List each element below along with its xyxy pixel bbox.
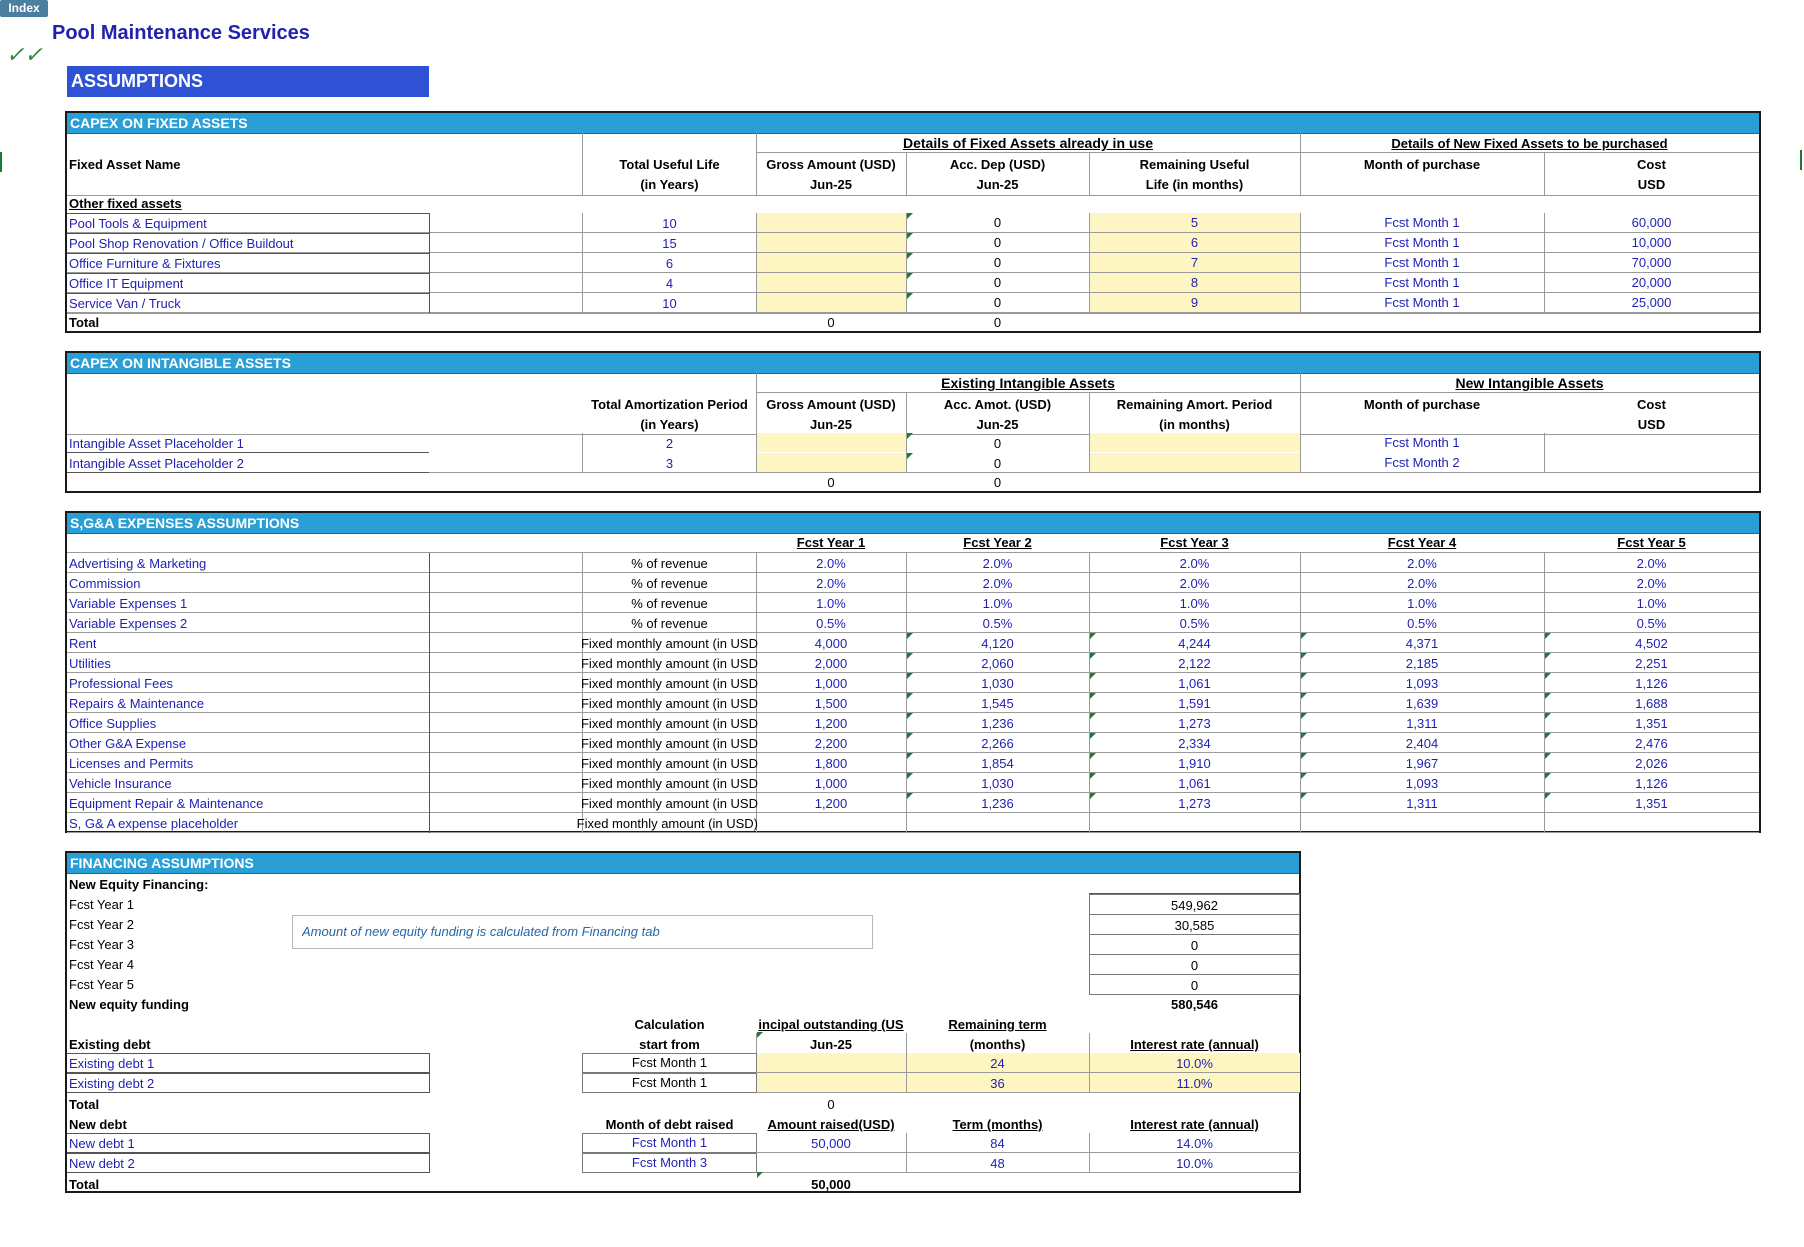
sga-expense-name[interactable]: Repairs & Maintenance bbox=[69, 696, 205, 711]
cost-value[interactable]: 25,000 bbox=[1631, 295, 1672, 310]
cell-border bbox=[756, 253, 757, 273]
sga-value[interactable] bbox=[906, 814, 1089, 833]
cell-border bbox=[756, 213, 757, 233]
sga-value[interactable]: 1,351 bbox=[1635, 796, 1668, 811]
sga-expense-name[interactable]: Vehicle Insurance bbox=[69, 776, 172, 791]
sga-basis: Fixed monthly amount (in USD bbox=[580, 776, 758, 791]
sga-expense-name[interactable]: Rent bbox=[69, 636, 97, 651]
name-cell-border bbox=[429, 273, 430, 293]
gross-amount-header: Gross Amount (USD) bbox=[766, 157, 896, 172]
useful-life-header: Total Useful Life bbox=[619, 157, 720, 172]
forecast-year-header: Fcst Year 1 bbox=[796, 535, 866, 550]
remaining-life-value[interactable]: 9 bbox=[1190, 295, 1199, 310]
interest-rate-value[interactable]: 11.0% bbox=[1176, 1076, 1213, 1091]
sga-value[interactable]: 1,000 bbox=[814, 676, 848, 691]
amortization-period-unit: (in Years) bbox=[640, 417, 699, 432]
equity-note-text: Amount of new equity funding is calculated from Financing tab bbox=[302, 924, 660, 939]
cell-border bbox=[1089, 453, 1090, 473]
name-cell-border bbox=[429, 593, 430, 613]
sga-value[interactable] bbox=[1300, 814, 1544, 833]
purchase-month-header: Month of purchase bbox=[1363, 157, 1481, 172]
sga-value[interactable]: 1,061 bbox=[1178, 776, 1211, 791]
fixed-asset-name[interactable]: Pool Tools & Equipment bbox=[69, 216, 207, 231]
fixed-total-dep: 0 bbox=[993, 315, 1002, 330]
equity-total-label: New equity funding bbox=[69, 997, 189, 1012]
sga-value[interactable]: 2,266 bbox=[981, 736, 1014, 751]
month-raised-value[interactable]: Fcst Month 3 bbox=[631, 1155, 708, 1170]
name-cell-border bbox=[429, 1153, 430, 1173]
sga-value[interactable] bbox=[756, 814, 906, 833]
sga-value[interactable]: 0.5% bbox=[816, 616, 846, 631]
financing-title: FINANCING ASSUMPTIONS bbox=[67, 853, 1299, 873]
name-cell-border bbox=[429, 713, 430, 733]
sga-value[interactable]: 1,545 bbox=[981, 696, 1014, 711]
sga-value[interactable]: 1,967 bbox=[1405, 756, 1439, 771]
sga-value[interactable]: 2.0% bbox=[1636, 576, 1667, 591]
equity-year-value: 549,962 bbox=[1171, 898, 1218, 913]
acc-dep-value: 0 bbox=[993, 295, 1002, 310]
amount-raised-value[interactable] bbox=[756, 1154, 906, 1173]
useful-life-value[interactable]: 4 bbox=[665, 276, 674, 291]
sga-expense-name[interactable]: Professional Fees bbox=[69, 676, 174, 691]
sga-expense-name[interactable]: Utilities bbox=[69, 656, 111, 671]
sga-expense-name[interactable]: Advertising & Marketing bbox=[69, 556, 207, 571]
existing-total-label: Total bbox=[69, 1097, 100, 1112]
sga-value[interactable]: 4,120 bbox=[981, 636, 1014, 651]
name-cell-border bbox=[429, 1073, 430, 1093]
sga-expense-name[interactable]: Variable Expenses 2 bbox=[69, 616, 188, 631]
intangible-amort-header: Acc. Amot. (USD) bbox=[943, 397, 1052, 412]
new-intangible-group-header: New Intangible Assets bbox=[1455, 375, 1604, 391]
sga-basis: % of revenue bbox=[631, 556, 708, 571]
sga-value[interactable]: 2,000 bbox=[814, 656, 848, 671]
sga-value[interactable]: 2.0% bbox=[982, 556, 1013, 571]
cell-border bbox=[1089, 433, 1090, 453]
name-cell-border bbox=[429, 293, 430, 313]
amortization-period-header: Total Amortization Period bbox=[591, 397, 748, 412]
cost-header-unit: USD bbox=[1637, 177, 1666, 192]
intangible-month-header: Month of purchase bbox=[1363, 397, 1481, 412]
sga-value[interactable]: 1,030 bbox=[981, 776, 1014, 791]
sga-value[interactable]: 2,122 bbox=[1178, 656, 1211, 671]
equity-year-value: 0 bbox=[1190, 978, 1199, 993]
checkmark-icon: ✓✓ bbox=[6, 42, 43, 67]
new-assets-group-header: Details of New Fixed Assets to be purchased bbox=[1391, 136, 1668, 151]
remaining-term-unit: (months) bbox=[969, 1037, 1026, 1052]
sga-expense-name[interactable]: Equipment Repair & Maintenance bbox=[69, 796, 264, 811]
equity-year-value: 0 bbox=[1190, 938, 1199, 953]
sga-value[interactable]: 1,591 bbox=[1178, 696, 1211, 711]
calc-start-value[interactable]: Fcst Month 1 bbox=[631, 1055, 708, 1070]
sga-expense-name[interactable]: S, G& A expense placeholder bbox=[69, 816, 239, 831]
sga-basis: Fixed monthly amount (in USD bbox=[580, 676, 758, 691]
name-cell-border bbox=[429, 653, 430, 673]
equity-year-value: 0 bbox=[1190, 958, 1199, 973]
intangible-month-value[interactable]: Fcst Month 1 bbox=[1384, 435, 1460, 450]
cell-border bbox=[756, 273, 757, 293]
name-cell-border bbox=[429, 553, 430, 573]
cost-value[interactable]: 60,000 bbox=[1631, 215, 1672, 230]
principal-input[interactable] bbox=[757, 1073, 906, 1092]
principal-outstanding-header: incipal outstanding (US bbox=[758, 1017, 904, 1032]
amount-raised-header: Amount raised(USD) bbox=[767, 1117, 895, 1132]
sga-value[interactable]: 1,910 bbox=[1178, 756, 1211, 771]
gross-amount-input[interactable] bbox=[757, 253, 906, 272]
acc-dep-value: 0 bbox=[993, 215, 1002, 230]
acc-dep-header: Acc. Dep (USD) bbox=[949, 157, 1046, 172]
fixed-asset-name[interactable]: Pool Shop Renovation / Office Buildout bbox=[69, 236, 294, 251]
sga-value[interactable]: 0.5% bbox=[1636, 616, 1667, 631]
new-rate-value[interactable]: 10.0% bbox=[1176, 1156, 1213, 1171]
sga-value[interactable]: 2,334 bbox=[1178, 736, 1211, 751]
intangible-cost-unit: USD bbox=[1637, 417, 1666, 432]
purchase-month-value[interactable]: Fcst Month 1 bbox=[1384, 235, 1460, 250]
row-border bbox=[67, 552, 1759, 553]
sga-value[interactable]: 1,311 bbox=[1406, 796, 1438, 811]
name-cell-border bbox=[429, 253, 430, 273]
new-debt-total-value: 50,000 bbox=[811, 1177, 851, 1192]
intangible-cost-header: Cost bbox=[1637, 397, 1666, 412]
forecast-year-header: Fcst Year 2 bbox=[963, 535, 1032, 550]
new-term-value[interactable]: 48 bbox=[990, 1156, 1005, 1171]
sga-value[interactable]: 1,639 bbox=[1405, 696, 1439, 711]
new-debt-total-label: Total bbox=[69, 1177, 100, 1192]
new-rate-value[interactable]: 14.0% bbox=[1176, 1136, 1213, 1151]
frozen-pane-marker bbox=[1800, 150, 1804, 170]
sga-value[interactable] bbox=[1544, 814, 1759, 833]
sga-value[interactable]: 2,251 bbox=[1635, 656, 1668, 671]
intangible-remaining-unit: (in months) bbox=[1159, 417, 1230, 432]
month-raised-value[interactable]: Fcst Month 1 bbox=[631, 1135, 708, 1150]
acc-dep-value: 0 bbox=[993, 275, 1002, 290]
intangible-amort-value: 0 bbox=[993, 456, 1002, 471]
sga-value[interactable]: 4,000 bbox=[814, 636, 848, 651]
gross-amount-date: Jun-25 bbox=[810, 177, 852, 192]
sga-value[interactable]: 4,371 bbox=[1405, 636, 1439, 651]
name-cell-border bbox=[429, 673, 430, 693]
intangible-month-value[interactable]: Fcst Month 2 bbox=[1384, 455, 1460, 470]
name-cell-border bbox=[429, 633, 430, 653]
sga-value[interactable]: 1,126 bbox=[1635, 776, 1668, 791]
sga-basis: Fixed monthly amount (in USD bbox=[580, 636, 758, 651]
fixed-total-gross: 0 bbox=[827, 315, 835, 330]
sga-value[interactable]: 1,500 bbox=[814, 696, 848, 711]
purchase-month-value[interactable]: Fcst Month 1 bbox=[1384, 255, 1460, 270]
other-fixed-assets-subheader: Other fixed assets bbox=[69, 196, 182, 211]
cost-header: Cost bbox=[1637, 157, 1666, 172]
sga-basis: % of revenue bbox=[631, 576, 708, 591]
name-cell-border bbox=[429, 693, 430, 713]
new-debt-label: New debt bbox=[69, 1117, 127, 1132]
cell-border bbox=[756, 453, 757, 473]
row-marker bbox=[0, 152, 2, 172]
sga-value[interactable]: 4,244 bbox=[1178, 636, 1211, 651]
cell-border bbox=[1544, 453, 1545, 473]
name-cell-border bbox=[429, 753, 430, 773]
fixed-total-label: Total bbox=[69, 315, 100, 330]
sga-basis: % of revenue bbox=[631, 616, 708, 631]
sga-value[interactable]: 0.5% bbox=[1407, 616, 1437, 631]
sga-value[interactable] bbox=[1089, 814, 1300, 833]
sga-value[interactable]: 2,060 bbox=[981, 656, 1014, 671]
sga-value[interactable]: 2,404 bbox=[1405, 736, 1439, 751]
forecast-year-header: Fcst Year 4 bbox=[1387, 535, 1457, 550]
cost-value[interactable]: 10,000 bbox=[1631, 235, 1672, 250]
intangible-gross-date: Jun-25 bbox=[810, 417, 852, 432]
existing-assets-group-header: Details of Fixed Assets already in use bbox=[902, 135, 1154, 151]
sga-value[interactable]: 1,236 bbox=[981, 716, 1014, 731]
acc-dep-value: 0 bbox=[993, 255, 1002, 270]
sga-value[interactable]: 2,476 bbox=[1635, 736, 1668, 751]
cell-border bbox=[756, 233, 757, 253]
name-cell-border bbox=[429, 813, 430, 833]
gross-amount-input[interactable] bbox=[757, 293, 906, 312]
capex-fixed-title: CAPEX ON FIXED ASSETS bbox=[67, 113, 1759, 133]
sga-basis: Fixed monthly amount (in USD bbox=[580, 736, 758, 751]
sga-value[interactable]: 2.0% bbox=[982, 576, 1013, 591]
sga-value[interactable]: 1,000 bbox=[814, 776, 848, 791]
intangible-total-gross: 0 bbox=[827, 475, 835, 490]
intangible-gross-input[interactable] bbox=[757, 433, 906, 452]
sga-value[interactable]: 1,061 bbox=[1178, 676, 1211, 691]
purchase-month-value[interactable]: Fcst Month 1 bbox=[1384, 215, 1460, 230]
equity-note-box bbox=[292, 915, 873, 949]
new-term-header: Term (months) bbox=[952, 1117, 1043, 1132]
fixed-asset-name[interactable]: Service Van / Truck bbox=[69, 296, 181, 311]
acc-dep-date: Jun-25 bbox=[976, 177, 1019, 192]
sga-value[interactable]: 2,185 bbox=[1405, 656, 1439, 671]
amortization-period-value[interactable]: 3 bbox=[665, 456, 674, 471]
sga-value[interactable]: 1.0% bbox=[1179, 596, 1210, 611]
equity-year-value: 30,585 bbox=[1174, 918, 1215, 933]
amount-raised-value[interactable]: 50,000 bbox=[811, 1136, 851, 1151]
remaining-life-value[interactable]: 8 bbox=[1190, 275, 1199, 290]
purchase-month-value[interactable]: Fcst Month 1 bbox=[1384, 275, 1460, 290]
sga-value[interactable]: 1,126 bbox=[1635, 676, 1668, 691]
sga-value[interactable]: 1,273 bbox=[1178, 796, 1211, 811]
sga-value[interactable]: 4,502 bbox=[1635, 636, 1668, 651]
sga-value[interactable]: 1.0% bbox=[1636, 596, 1667, 611]
intangible-total-amort: 0 bbox=[993, 475, 1002, 490]
remaining-life-value[interactable]: 5 bbox=[1190, 215, 1199, 230]
gross-amount-input[interactable] bbox=[757, 233, 906, 252]
sga-expense-name[interactable]: Other G&A Expense bbox=[69, 736, 187, 751]
equity-year-label: Fcst Year 2 bbox=[69, 917, 135, 932]
sga-expense-name[interactable]: Variable Expenses 1 bbox=[69, 596, 188, 611]
interest-rate-value[interactable]: 10.0% bbox=[1176, 1056, 1213, 1071]
page-title: Pool Maintenance Services bbox=[52, 22, 310, 44]
equity-year-label: Fcst Year 1 bbox=[69, 897, 135, 912]
new-debt-name[interactable]: New debt 1 bbox=[69, 1136, 135, 1151]
fixed-asset-name-header: Fixed Asset Name bbox=[69, 157, 181, 172]
sga-expense-name[interactable]: Licenses and Permits bbox=[69, 756, 194, 771]
useful-life-value[interactable]: 6 bbox=[665, 256, 674, 271]
sga-value[interactable]: 2.0% bbox=[816, 576, 846, 591]
name-cell-border bbox=[429, 233, 430, 253]
name-cell-border bbox=[429, 793, 430, 813]
sga-value[interactable]: 2.0% bbox=[1179, 556, 1210, 571]
amortization-period-value[interactable]: 2 bbox=[665, 436, 674, 451]
month-raised-header: Month of debt raised bbox=[605, 1117, 734, 1132]
sga-value[interactable]: 1,351 bbox=[1635, 716, 1668, 731]
interest-rate-header: Interest rate (annual) bbox=[1130, 1037, 1259, 1052]
useful-life-value[interactable]: 15 bbox=[662, 236, 677, 251]
forecast-year-header: Fcst Year 5 bbox=[1617, 535, 1686, 550]
new-debt-name[interactable]: New debt 2 bbox=[69, 1156, 135, 1171]
name-cell-border bbox=[429, 773, 430, 793]
remaining-term-value[interactable]: 24 bbox=[990, 1056, 1005, 1071]
sga-value[interactable]: 2,200 bbox=[814, 736, 848, 751]
existing-intangible-group-header: Existing Intangible Assets bbox=[941, 375, 1115, 391]
intangible-gross-header: Gross Amount (USD) bbox=[766, 397, 896, 412]
existing-debt-name[interactable]: Existing debt 1 bbox=[69, 1056, 155, 1071]
calc-start-value[interactable]: Fcst Month 1 bbox=[631, 1075, 708, 1090]
sga-value[interactable]: 1.0% bbox=[816, 596, 846, 611]
principal-outstanding-date: Jun-25 bbox=[810, 1037, 852, 1052]
principal-input[interactable] bbox=[757, 1053, 906, 1072]
sga-value[interactable]: 0.5% bbox=[982, 616, 1013, 631]
intangible-amort-value: 0 bbox=[993, 436, 1002, 451]
equity-year-label: Fcst Year 5 bbox=[69, 977, 135, 992]
sga-value[interactable]: 1,236 bbox=[981, 796, 1014, 811]
capex-intangible-title: CAPEX ON INTANGIBLE ASSETS bbox=[67, 353, 1759, 373]
intangible-remaining-input[interactable] bbox=[1090, 433, 1300, 452]
equity-financing-label: New Equity Financing: bbox=[69, 877, 209, 892]
sga-value[interactable]: 1,688 bbox=[1635, 696, 1668, 711]
intangible-amort-date: Jun-25 bbox=[976, 417, 1019, 432]
cell-border bbox=[756, 293, 757, 313]
sga-value[interactable]: 0.5% bbox=[1179, 616, 1210, 631]
index-tab-button[interactable]: Index bbox=[0, 0, 48, 17]
forecast-year-header: Fcst Year 3 bbox=[1160, 535, 1229, 550]
remaining-life-header: Remaining Useful bbox=[1139, 157, 1250, 172]
sga-value[interactable]: 1.0% bbox=[982, 596, 1013, 611]
name-cell-border bbox=[429, 213, 430, 233]
sga-basis: Fixed monthly amount (in USD bbox=[580, 696, 758, 711]
gross-amount-input[interactable] bbox=[757, 273, 906, 292]
useful-life-value[interactable]: 10 bbox=[662, 296, 677, 311]
sga-value[interactable]: 2.0% bbox=[1636, 556, 1667, 571]
calc-start-header-2: start from bbox=[639, 1037, 700, 1052]
sga-value[interactable]: 2,026 bbox=[1635, 756, 1668, 771]
intangible-remaining-input[interactable] bbox=[1090, 453, 1300, 472]
existing-total-value: 0 bbox=[827, 1097, 835, 1112]
name-cell-border bbox=[429, 733, 430, 753]
sga-value[interactable]: 2.0% bbox=[816, 556, 846, 571]
sga-value[interactable]: 2.0% bbox=[1179, 576, 1210, 591]
intangible-asset-name[interactable]: Intangible Asset Placeholder 2 bbox=[69, 456, 244, 471]
equity-year-label: Fcst Year 3 bbox=[69, 937, 135, 952]
equity-total-value: 580,546 bbox=[1171, 997, 1218, 1012]
existing-debt-name[interactable]: Existing debt 2 bbox=[69, 1076, 155, 1091]
sga-value[interactable]: 1,030 bbox=[981, 676, 1014, 691]
fixed-asset-name[interactable]: Office IT Equipment bbox=[69, 276, 184, 291]
intangible-asset-name[interactable]: Intangible Asset Placeholder 1 bbox=[69, 436, 244, 451]
calc-start-header: Calculation bbox=[634, 1017, 705, 1032]
cost-value[interactable]: 70,000 bbox=[1631, 255, 1672, 270]
sga-value[interactable]: 2.0% bbox=[1407, 576, 1437, 591]
existing-debt-label: Existing debt bbox=[69, 1037, 151, 1052]
name-cell-border bbox=[429, 613, 430, 633]
name-cell-border bbox=[429, 1053, 430, 1073]
sga-value[interactable]: 1,311 bbox=[1406, 716, 1438, 731]
new-rate-header: Interest rate (annual) bbox=[1130, 1117, 1259, 1132]
cell-border bbox=[756, 433, 757, 453]
assumptions-banner: ASSUMPTIONS bbox=[67, 66, 429, 97]
acc-dep-value: 0 bbox=[993, 235, 1002, 250]
sga-value[interactable]: 1,200 bbox=[814, 716, 848, 731]
sga-basis: Fixed monthly amount (in USD) bbox=[576, 816, 758, 831]
sga-expense-name[interactable]: Commission bbox=[69, 576, 141, 591]
useful-life-value[interactable]: 10 bbox=[662, 216, 677, 231]
name-cell-border bbox=[429, 573, 430, 593]
remaining-life-value[interactable]: 7 bbox=[1190, 255, 1199, 270]
purchase-month-value[interactable]: Fcst Month 1 bbox=[1384, 295, 1460, 310]
name-cell-border bbox=[429, 1133, 430, 1153]
sga-value[interactable]: 1,800 bbox=[814, 756, 848, 771]
sga-expense-name[interactable]: Office Supplies bbox=[69, 716, 157, 731]
sga-value[interactable]: 1,200 bbox=[814, 796, 848, 811]
sga-basis: Fixed monthly amount (in USD bbox=[580, 656, 758, 671]
remaining-life-value[interactable]: 6 bbox=[1190, 235, 1199, 250]
cell-border bbox=[1544, 433, 1545, 453]
remaining-term-header: Remaining term bbox=[948, 1017, 1047, 1032]
sga-value[interactable]: 1,854 bbox=[981, 756, 1014, 771]
sga-basis: % of revenue bbox=[631, 596, 708, 611]
remaining-term-value[interactable]: 36 bbox=[990, 1076, 1005, 1091]
sga-basis: Fixed monthly amount (in USD bbox=[580, 716, 758, 731]
sga-basis: Fixed monthly amount (in USD bbox=[580, 756, 758, 771]
fixed-asset-name[interactable]: Office Furniture & Fixtures bbox=[69, 256, 221, 271]
sga-title: S,G&A EXPENSES ASSUMPTIONS bbox=[67, 513, 1759, 533]
new-term-value[interactable]: 84 bbox=[990, 1136, 1005, 1151]
sga-value[interactable]: 1,273 bbox=[1178, 716, 1211, 731]
intangible-remaining-header: Remaining Amort. Period bbox=[1116, 397, 1273, 412]
sga-value[interactable]: 1.0% bbox=[1407, 596, 1437, 611]
sga-value[interactable]: 1,093 bbox=[1405, 776, 1439, 791]
cost-value[interactable]: 20,000 bbox=[1631, 275, 1672, 290]
equity-year-label: Fcst Year 4 bbox=[69, 957, 135, 972]
sga-basis: Fixed monthly amount (in USD bbox=[580, 796, 758, 811]
gross-amount-input[interactable] bbox=[757, 213, 906, 232]
sga-value[interactable]: 1,093 bbox=[1405, 676, 1439, 691]
useful-life-header-unit: (in Years) bbox=[640, 177, 699, 192]
sga-value[interactable]: 2.0% bbox=[1407, 556, 1437, 571]
remaining-life-unit: Life (in months) bbox=[1145, 177, 1244, 192]
intangible-gross-input[interactable] bbox=[757, 453, 906, 472]
